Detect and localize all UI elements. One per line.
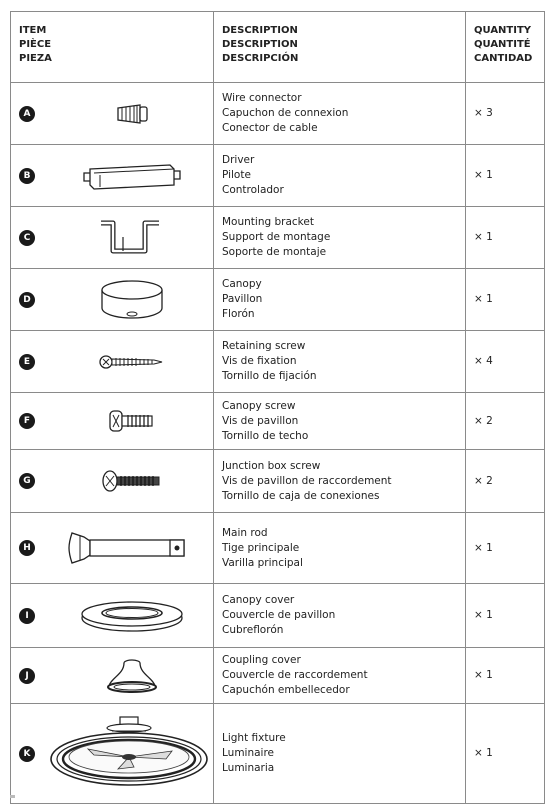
item-letter-badge: C xyxy=(19,230,35,246)
description-cell: Coupling cover Couvercle de raccordement Capuchón embellecedor xyxy=(214,648,466,704)
canopy-icon xyxy=(99,278,165,322)
header-row xyxy=(11,12,545,83)
item-letter-badge: G xyxy=(19,473,35,489)
wire-connector-icon xyxy=(110,99,154,129)
table-row xyxy=(11,584,545,648)
item-letter-badge: B xyxy=(19,168,35,184)
item-letter-badge: K xyxy=(19,746,35,762)
item-cell xyxy=(11,450,214,513)
table-row xyxy=(11,331,545,393)
coupling-cover-icon xyxy=(103,656,161,696)
item-cell xyxy=(11,269,214,331)
quantity-cell: × 2 xyxy=(466,450,545,513)
table-row xyxy=(11,393,545,450)
item-letter-badge: D xyxy=(19,292,35,308)
header-quantity: QUANTITY QUANTITÉ CANTIDAD xyxy=(466,12,545,83)
mounting-bracket-icon xyxy=(97,217,167,259)
item-letter-badge: A xyxy=(19,106,35,122)
header-item: ITEM PIÈCE PIEZA xyxy=(11,12,214,83)
quantity-cell: × 3 xyxy=(466,83,545,145)
description-cell: Light fixture Luminaire Luminaria xyxy=(214,704,466,804)
quantity-cell: × 4 xyxy=(466,331,545,393)
table-row xyxy=(11,450,545,513)
item-cell xyxy=(11,207,214,269)
junction-box-screw-icon xyxy=(98,466,166,496)
page-mark xyxy=(10,795,15,798)
canopy-cover-icon xyxy=(79,596,185,636)
table-row xyxy=(11,207,545,269)
table-row xyxy=(11,83,545,145)
item-cell xyxy=(11,393,214,450)
item-cell xyxy=(11,513,214,584)
table-row xyxy=(11,145,545,207)
quantity-cell: × 1 xyxy=(466,145,545,207)
item-cell xyxy=(11,145,214,207)
description-cell: Canopy screw Vis de pavillon Tornillo de techo xyxy=(214,393,466,450)
parts-table xyxy=(10,11,545,804)
description-cell: Retaining screw Vis de fixation Tornillo de fijación xyxy=(214,331,466,393)
table-row xyxy=(11,269,545,331)
item-letter-badge: F xyxy=(19,413,35,429)
item-letter-badge: I xyxy=(19,608,35,624)
table-row xyxy=(11,648,545,704)
description-cell: Driver Pilote Controlador xyxy=(214,145,466,207)
description-cell: Main rod Tige principale Varilla principal xyxy=(214,513,466,584)
item-letter-badge: E xyxy=(19,354,35,370)
table-row xyxy=(11,513,545,584)
item-cell xyxy=(11,648,214,704)
quantity-cell: × 1 xyxy=(466,207,545,269)
description-cell: Wire connector Capuchon de connexion Conector de cable xyxy=(214,83,466,145)
item-cell xyxy=(11,83,214,145)
description-cell: Junction box screw Vis de pavillon de raccordement Tornillo de caja de conexiones xyxy=(214,450,466,513)
description-cell: Mounting bracket Support de montage Soporte de montaje xyxy=(214,207,466,269)
item-cell xyxy=(11,704,214,804)
item-cell xyxy=(11,331,214,393)
table-row xyxy=(11,704,545,804)
quantity-cell: × 1 xyxy=(466,584,545,648)
retaining-screw-icon xyxy=(98,352,166,372)
canopy-screw-icon xyxy=(104,407,160,435)
quantity-cell: × 1 xyxy=(466,513,545,584)
quantity-cell: × 1 xyxy=(466,269,545,331)
quantity-cell: × 1 xyxy=(466,648,545,704)
driver-icon xyxy=(80,159,184,193)
main-rod-icon xyxy=(66,525,198,571)
description-cell: Canopy cover Couvercle de pavillon Cubreflorón xyxy=(214,584,466,648)
item-letter-badge: H xyxy=(19,540,35,556)
header-description: DESCRIPTION DESCRIPTION DESCRIPCIÓN xyxy=(214,12,466,83)
item-letter-badge: J xyxy=(19,668,35,684)
light-fixture-icon xyxy=(48,711,210,797)
description-cell: Canopy Pavillon Florón xyxy=(214,269,466,331)
item-cell xyxy=(11,584,214,648)
quantity-cell: × 2 xyxy=(466,393,545,450)
quantity-cell: × 1 xyxy=(466,704,545,804)
